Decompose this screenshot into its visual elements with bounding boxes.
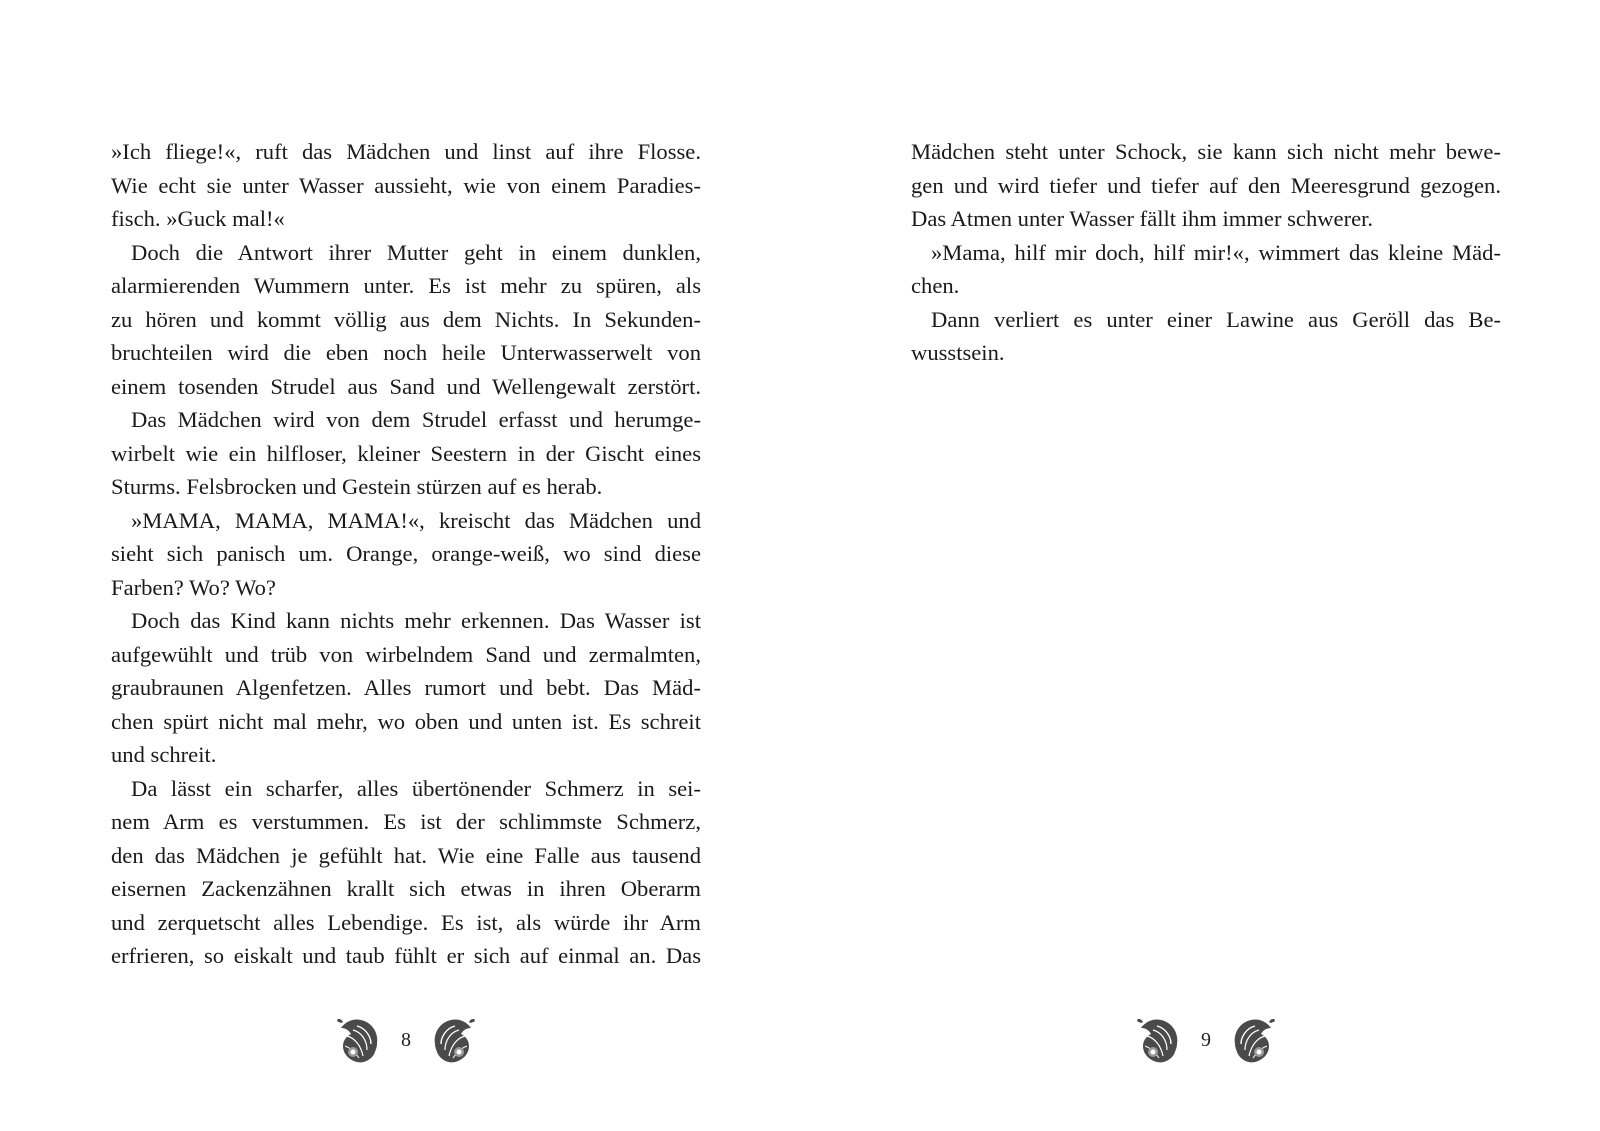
text-line: gen und wird tiefer und tiefer auf den Meeresgrund gezogen. (911, 172, 1501, 198)
text-line: »Ich fliege!«, ruft das Mädchen und linst auf ihre Flosse. (111, 139, 701, 164)
text-line: und zerquetscht alles Lebendige. Es ist, als würde ihr Arm (111, 909, 701, 935)
text-line: graubraunen Algenfetzen. Alles rumort und bebt. Das Mäd- (111, 675, 701, 700)
text-line: aufgewühlt und trüb von wirbelndem Sand und zermalmten, (111, 641, 701, 667)
page-number: 8 (401, 1028, 411, 1051)
text-line: fisch. »Guck mal!« (111, 206, 285, 231)
text-line: »MAMA, MAMA, MAMA!«, kreischt das Mädchen und (131, 507, 701, 533)
text-line: Dann verliert es unter einer Lawine aus Geröll das Be- (931, 306, 1501, 332)
page-footer (316, 1010, 496, 1070)
text-line: alarmierenden Wummern unter. Es ist mehr zu spüren, als (111, 273, 701, 298)
text-line: zu hören und kommt völlig aus dem Nichts. In Sekunden- (111, 306, 701, 332)
seashell-icon (1135, 1014, 1183, 1066)
text-line: nem Arm es verstummen. Es ist der schlimmste Schmerz, (111, 809, 701, 834)
text-line: Doch die Antwort ihrer Mutter geht in einem dunklen, (131, 239, 701, 265)
text-line: chen. (911, 273, 960, 298)
seashell-icon (429, 1014, 477, 1066)
text-line: »Mama, hilf mir doch, hilf mir!«, wimmert das kleine Mäd- (931, 239, 1501, 265)
text-line: Das Mädchen wird von dem Strudel erfasst und herumge- (131, 407, 701, 432)
text-line: erfrieren, so eiskalt und taub fühlt er sich auf einmal an. Das (111, 943, 701, 968)
text-line: bruchteilen wird die eben noch heile Unterwasserwelt von (111, 340, 701, 365)
text-line: wirbelt wie ein hilfloser, kleiner Seestern in der Gischt eines (111, 440, 701, 466)
seashell-icon (1229, 1014, 1277, 1066)
text-line: Da lässt ein scharfer, alles übertönender Schmerz in sei- (131, 775, 701, 801)
text-line: Das Atmen unter Wasser fällt ihm immer schwerer. (911, 206, 1374, 231)
text-line: Mädchen steht unter Schock, sie kann sich nicht mehr bewe- (911, 139, 1501, 164)
seashell-icon (335, 1014, 383, 1066)
page-footer (1116, 1010, 1296, 1070)
text-line: sieht sich panisch um. Orange, orange-weiß, wo sind diese (111, 541, 701, 566)
text-line: einem tosenden Strudel aus Sand und Wellengewalt zerstört. (111, 373, 701, 399)
text-line: eisernen Zackenzähnen krallt sich etwas in ihren Oberarm (111, 876, 701, 901)
left-page-text (111, 135, 701, 973)
text-line: und schreit. (111, 742, 217, 767)
text-line: Wie echt sie unter Wasser aussieht, wie von einem Paradies- (111, 172, 701, 198)
text-line: den das Mädchen je gefühlt hat. Wie eine Falle aus tausend (111, 842, 701, 868)
text-line: Doch das Kind kann nichts mehr erkennen. Das Wasser ist (131, 608, 701, 633)
text-line: Farben? Wo? Wo? (111, 574, 276, 600)
text-line: wusstsein. (911, 340, 1005, 365)
page-number: 9 (1201, 1028, 1211, 1051)
right-page (800, 0, 1600, 1131)
right-page-text (911, 135, 1501, 370)
text-line: chen spürt nicht mal mehr, wo oben und unten ist. Es schreit (111, 708, 701, 734)
text-line: Sturms. Felsbrocken und Gestein stürzen auf es herab. (111, 474, 603, 499)
